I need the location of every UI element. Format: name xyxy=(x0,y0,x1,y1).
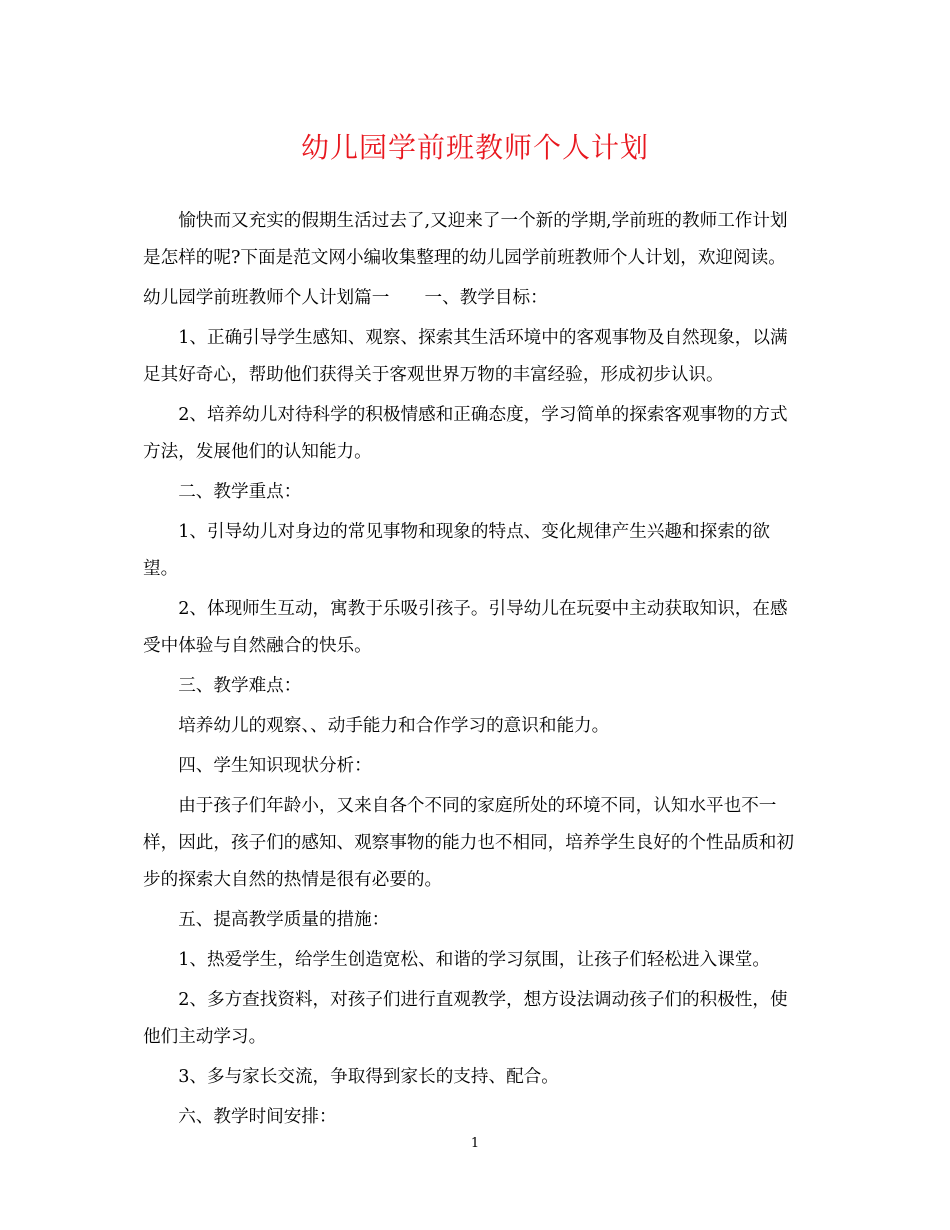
key-point-2: 2、体现师生互动，寓教于乐吸引孩子。引导幼儿在玩耍中主动获取知识，在感受中体验与自然融合的快乐。 xyxy=(143,599,788,656)
document-title: 幼儿园学前班教师个人计划 xyxy=(300,131,649,164)
goal-item-1: 1、正确引导学生感知、观察、探索其生活环境中的客观事物及自然现象，以满足其好奇心，帮助他们获得关于客观世界万物的丰富经验，形成初步认识。 xyxy=(143,328,788,385)
heading-difficulties: 三、教学难点： xyxy=(178,676,302,696)
measure-item-3: 3、多与家长交流，争取得到家长的支持、配合。 xyxy=(178,1067,559,1087)
analysis-text: 由于孩子们年龄小，又来自各个不同的家庭所处的环境不同，认知水平也不一样，因此，孩子们的感知、观察事物的能力也不相同，培养学生良好的个性品质和初步的探索大自然的热情是很有必要的。 xyxy=(143,796,794,890)
heading-schedule: 六、教学时间安排： xyxy=(178,1107,337,1127)
measure-item-1: 1、热爱学生，给学生创造宽松、和谐的学习氛围，让孩子们轻松进入课堂。 xyxy=(178,950,770,970)
key-point-1: 1、引导幼儿对身边的常见事物和现象的特点、变化规律产生兴趣和探索的欲望。 xyxy=(143,522,770,579)
intro-paragraph: 愉快而又充实的假期生活过去了,又迎来了一个新的学期,学前班的教师工作计划是怎样的呢?下面是范文网小编收集整理的幼儿园学前班教师个人计划，欢迎阅读。 xyxy=(143,211,788,268)
heading-analysis: 四、学生知识现状分析： xyxy=(178,756,372,776)
goal-item-2: 2、培养幼儿对待科学的积极情感和正确态度，学习简单的探索客观事物的方式方法，发展他们的认知能力。 xyxy=(143,405,788,462)
measure-item-2: 2、多方查找资料，对孩子们进行直观教学，想方设法调动孩子们的积极性，使他们主动学习。 xyxy=(143,990,788,1047)
page-number: 1 xyxy=(470,1136,480,1151)
heading-measures: 五、提高教学质量的措施： xyxy=(178,910,390,930)
document-body xyxy=(143,203,805,1136)
heading-key-points: 二、教学重点： xyxy=(178,482,302,502)
section-heading-part-one: 幼儿园学前班教师个人计划篇一 一、教学目标： xyxy=(143,288,548,308)
difficulty-text: 培养幼儿的观察、、动手能力和合作学习的意识和能力。 xyxy=(178,716,610,736)
